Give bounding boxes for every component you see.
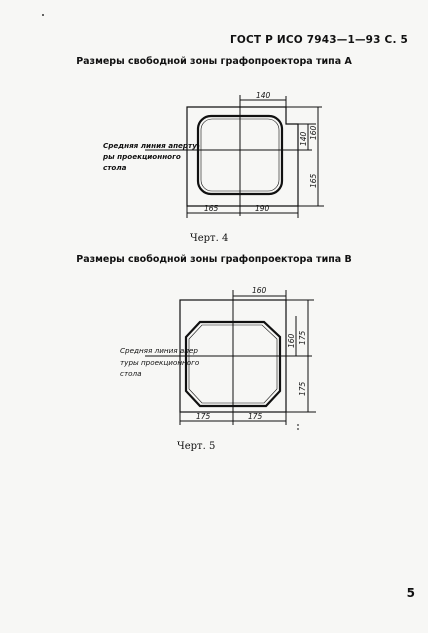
- fig4-label-line-1: Средняя линия аперту-: [103, 141, 200, 150]
- fig5-label-line-2: туры проекционного: [120, 358, 200, 367]
- fig4-dim-right-mid: 160: [309, 125, 318, 140]
- fig4-label-line-3: стола: [103, 163, 127, 172]
- fig4-dim-right-lower: 165: [309, 173, 318, 188]
- figure-4-title: Размеры свободной зоны графопроектора типа А: [76, 56, 352, 67]
- fig4-dim-right-upper: 140: [299, 131, 308, 146]
- figure-4-caption: Черт. 4: [190, 233, 229, 244]
- fig5-dim-bottom-left: 175: [196, 412, 211, 421]
- figure-5-caption: Черт. 5: [177, 441, 216, 452]
- fig5-label-line-3: стола: [120, 369, 142, 378]
- fig4-dim-bottom-right: 190: [255, 204, 270, 213]
- fig5-dim-right-mid: 175: [298, 330, 307, 345]
- fig4-label-line-2: ры проекционного: [103, 152, 181, 161]
- fig5-dim-right-lower: 175: [298, 381, 307, 396]
- figure-5-title: Размеры свободной зоны графопроектора типа В: [76, 254, 352, 265]
- fig5-dim-top: 160: [252, 286, 267, 295]
- page-number: 5: [406, 586, 415, 600]
- page-header: ГОСТ Р ИСО 7943—1—93 С. 5: [229, 34, 408, 46]
- fig5-label-line-1: Средняя линия апер: [120, 346, 198, 355]
- fig4-dim-top: 140: [256, 91, 271, 100]
- fig5-dim-right-upper: 160: [287, 333, 296, 348]
- fig4-dim-bottom-left: 165: [204, 204, 219, 213]
- fig5-dim-bottom-right: 175: [248, 412, 263, 421]
